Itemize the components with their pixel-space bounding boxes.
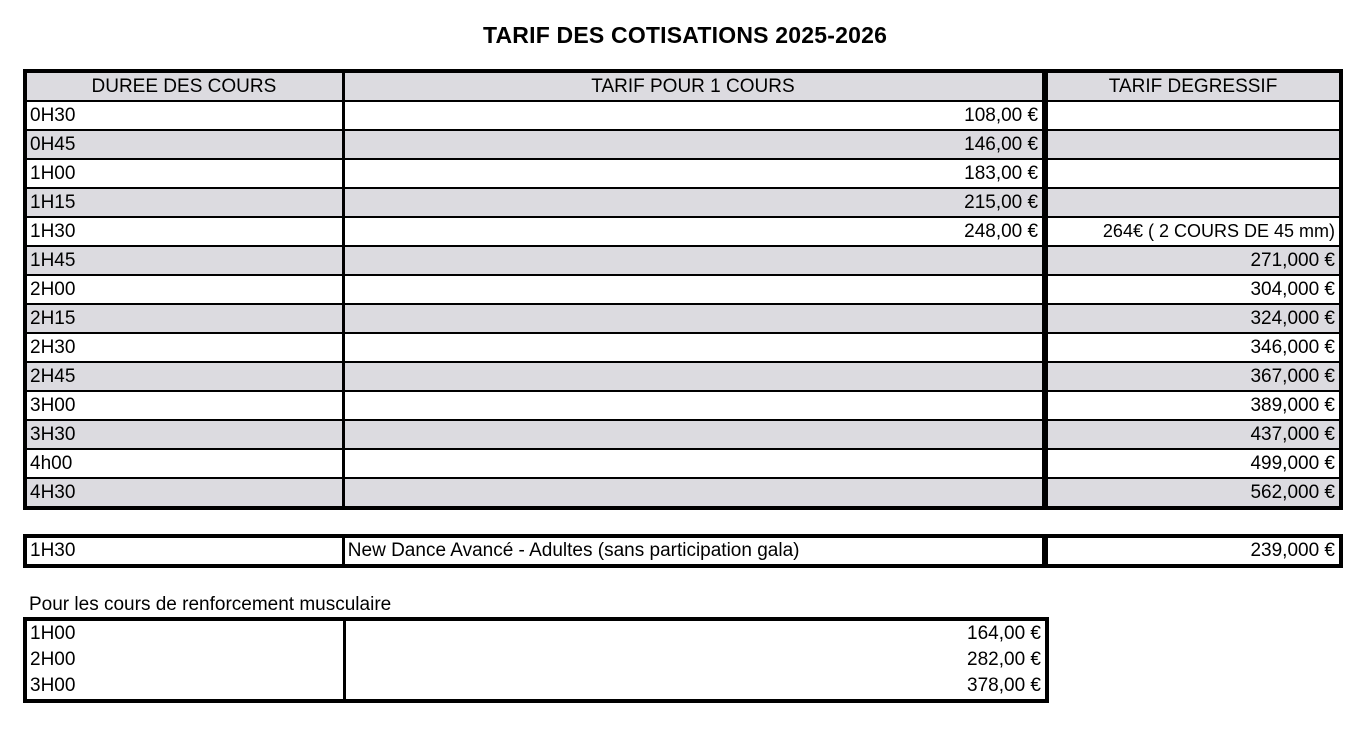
cell-degressif: 562,000 €: [1048, 479, 1339, 506]
table-row: [27, 392, 1339, 419]
table-row: [27, 305, 1339, 332]
cell-degressif: 389,000 €: [1048, 392, 1339, 419]
cell-duree: 4H30: [27, 479, 342, 506]
cell-tarif: 378,00 €: [346, 673, 1045, 699]
tarif-table: [23, 69, 1343, 510]
cell-degressif: [1048, 102, 1339, 129]
cell-duree: 0H30: [27, 102, 342, 129]
cell-tarif: [345, 392, 1042, 419]
table-row: [27, 450, 1339, 477]
renforcement-label: Pour les cours de renforcement musculaire: [29, 594, 392, 615]
cell-duree: 1H00: [27, 621, 343, 647]
cell-duree: 4h00: [27, 450, 342, 477]
cell-tarif: [345, 450, 1042, 477]
table-row: [27, 363, 1339, 390]
table-row: [27, 160, 1339, 187]
cell-degressif: 271,000 €: [1048, 247, 1339, 274]
cell-tarif: 215,00 €: [345, 189, 1042, 216]
cell-tarif: [345, 276, 1042, 303]
cell-tarif: [345, 334, 1042, 361]
cell-degressif: 324,000 €: [1048, 305, 1339, 332]
cell-description: New Dance Avancé - Adultes (sans participation gala): [345, 538, 1042, 564]
table-row: [27, 276, 1339, 303]
cell-duree: 1H15: [27, 189, 342, 216]
cell-tarif: [345, 247, 1042, 274]
cell-tarif: 146,00 €: [345, 131, 1042, 158]
cell-degressif: 304,000 €: [1048, 276, 1339, 303]
cell-duree: 1H00: [27, 160, 342, 187]
table-row: [27, 647, 1045, 673]
table-row: [27, 189, 1339, 216]
cell-duree: 3H00: [27, 392, 342, 419]
table-row: [27, 673, 1045, 699]
cell-duree: 2H15: [27, 305, 342, 332]
cell-duree: 1H30: [27, 538, 342, 564]
page-title: TARIF DES COTISATIONS 2025-2026: [482, 22, 888, 48]
cell-degressif: [1048, 131, 1339, 158]
cell-degressif: 264€ ( 2 COURS DE 45 mm): [1048, 218, 1339, 245]
cell-duree: 3H30: [27, 421, 342, 448]
header-degressif: TARIF DEGRESSIF: [1048, 73, 1339, 100]
header-duree: DUREE DES COURS: [27, 73, 342, 100]
cell-degressif: 499,000 €: [1048, 450, 1339, 477]
cell-tarif: 183,00 €: [345, 160, 1042, 187]
cell-duree: 2H30: [27, 334, 342, 361]
cell-tarif: 248,00 €: [345, 218, 1042, 245]
cell-tarif: 239,000 €: [1048, 538, 1339, 564]
cell-tarif: [345, 305, 1042, 332]
cell-tarif: [345, 479, 1042, 506]
cell-tarif: 108,00 €: [345, 102, 1042, 129]
cell-duree: 1H30: [27, 218, 342, 245]
table-row: [27, 102, 1339, 129]
cell-duree: 0H45: [27, 131, 342, 158]
table-row: [27, 421, 1339, 448]
cell-degressif: 346,000 €: [1048, 334, 1339, 361]
cell-duree: 2H00: [27, 276, 342, 303]
renforcement-table: [23, 617, 1049, 703]
header-tarif: TARIF POUR 1 COURS: [345, 73, 1042, 100]
cell-degressif: 437,000 €: [1048, 421, 1339, 448]
table-row: [27, 131, 1339, 158]
special-table: [23, 534, 1343, 568]
table-row: [27, 218, 1339, 245]
cell-duree: 2H00: [27, 647, 343, 673]
table-row: [27, 479, 1339, 506]
table-header-row: [27, 73, 1339, 100]
cell-tarif: 282,00 €: [346, 647, 1045, 673]
cell-degressif: [1048, 160, 1339, 187]
cell-degressif: [1048, 189, 1339, 216]
cell-tarif: [345, 421, 1042, 448]
cell-tarif: [345, 363, 1042, 390]
table-row: [27, 538, 1339, 564]
table-row: [27, 247, 1339, 274]
cell-degressif: 367,000 €: [1048, 363, 1339, 390]
cell-tarif: 164,00 €: [346, 621, 1045, 647]
cell-duree: 1H45: [27, 247, 342, 274]
table-row: [27, 621, 1045, 647]
cell-duree: 3H00: [27, 673, 343, 699]
cell-duree: 2H45: [27, 363, 342, 390]
table-row: [27, 334, 1339, 361]
